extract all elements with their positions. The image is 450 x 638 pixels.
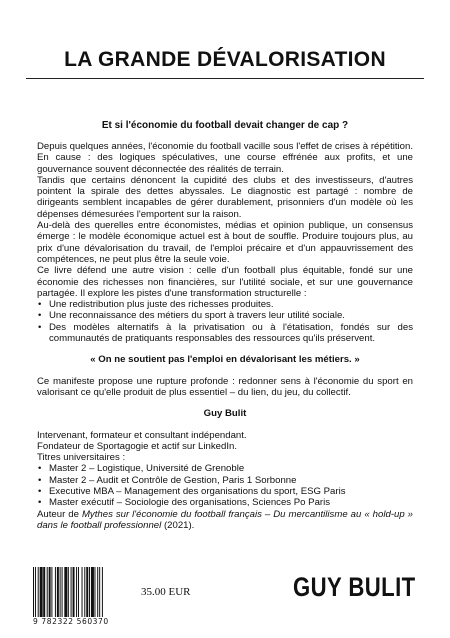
barcode-bar: [55, 567, 56, 617]
previous-work: [37, 509, 413, 532]
list-item: • Master 2 – Audit et Contrôle de Gestion, Paris 1 Sorbonne: [37, 475, 413, 486]
list-item: • Une redistribution plus juste des richesses produites.: [37, 299, 413, 310]
paragraph: Ce livre défend une autre vision : celle d'un football plus équitable, fondé sur une économie des richesses non financières, sur l'utilité sociale, et sur une gouvernance partagée. Il explore les pistes d'une transformation structurelle :: [37, 265, 413, 299]
list-item: • Des modèles alternatifs à la privatisation ou à l'étatisation, fondés sur des communautés de pratiquants responsables des ressources qu'ils préservent.: [37, 322, 413, 345]
author-logo: GUY BULIT: [293, 572, 416, 602]
degrees-list: [37, 463, 413, 508]
paragraph: Au-delà des querelles entre économistes, médias et opinion publique, un consensus émerge : le modèle économique actuel est à bout de souffle. Produire toujours plus, au prix d'une dévalorisation du travail, de l'emploi précaire et d'un appauvrissement des compétences, ne peut plus être la seule voie.: [37, 220, 413, 265]
barcode-bar: [94, 567, 95, 617]
barcode-bar: [68, 567, 69, 617]
barcode-bar: [60, 567, 61, 617]
bio-line: Fondateur de Sportagogie et actif sur LinkedIn.: [37, 440, 237, 452]
list-item: • Master 2 – Logistique, Université de Grenoble: [37, 463, 413, 474]
barcode-bar: [82, 567, 83, 617]
barcode-bar: [47, 567, 48, 617]
bio-line: Titres universitaires :: [37, 452, 126, 464]
author-heading: Guy Bulit: [203, 408, 247, 420]
barcode-bar: [49, 567, 51, 617]
price: 35.00 EUR: [141, 586, 191, 598]
spacer: [37, 420, 413, 430]
barcode: [33, 567, 113, 617]
barcode-bar: [33, 567, 34, 617]
barcode-bar: [71, 567, 72, 617]
barcode-bar: [40, 567, 43, 617]
spacer: [37, 398, 413, 408]
spacer: [37, 366, 413, 376]
pull-quote: « On ne soutient pas l'emploi en dévalorisant les métiers. »: [90, 354, 360, 366]
barcode-bar: [86, 567, 88, 617]
barcode-bar: [99, 567, 100, 617]
barcode-bar: [38, 567, 39, 617]
barcode-bar: [76, 567, 77, 617]
previous-work-suffix: (2021).: [161, 519, 195, 531]
barcode-bar: [91, 567, 94, 617]
barcode-bar: [64, 567, 67, 617]
previous-work-prefix: Auteur de: [37, 508, 82, 520]
previous-work-title: Mythes sur l'économie du football français – Du mercantilisme au « hold-up » dans le football professionnel: [37, 508, 413, 531]
lead-question: Et si l'économie du football devait changer de cap ?: [101, 120, 349, 131]
barcode-bar: [84, 567, 85, 617]
barcode-bar: [97, 567, 98, 617]
back-cover-text: [37, 141, 413, 531]
barcode-bar: [62, 567, 63, 617]
barcode-graphic: [33, 567, 113, 617]
paragraph: Depuis quelques années, l'économie du football vacille sous l'effet de crises à répétition. En cause : des logiques spéculatives, une course effrénée aux profits, et une gouvernance souvent déconnectée des réalités de terrain.: [37, 141, 413, 175]
book-title: LA GRANDE DÉVALORISATION: [64, 48, 386, 71]
list-item: • Une reconnaissance des métiers du sport à travers leur utilité sociale.: [37, 310, 413, 321]
barcode-bar: [89, 567, 90, 617]
spacer: [37, 344, 413, 354]
bio-line: Intervenant, formateur et consultant indépendant.: [37, 429, 247, 441]
barcode-bar: [43, 567, 45, 617]
title-rule: [26, 78, 424, 79]
barcode-bar: [78, 567, 79, 617]
barcode-bar: [57, 567, 59, 617]
paragraph: Tandis que certains dénoncent la cupidité des clubs et des investisseurs, d'autres pointent la spirale des dettes abyssales. Le diagnostic est partagé : nombre de dirigeants semblent incapables de gérer durablement, prisonniers d'un modèle où les dépenses démesurées l'emportent sur la raison.: [37, 174, 413, 220]
barcode-bar: [102, 567, 103, 617]
barcode-bar: [35, 567, 36, 617]
pistes-list: [37, 299, 413, 344]
manifesto-paragraph: Ce manifeste propose une rupture profonde : redonner sens à l'économie du sport en valorisant ce qu'elle produit de plus essentiel – du lien, du jeu, du collectif.: [37, 375, 413, 398]
isbn-number: 9 782322 560370: [33, 617, 109, 626]
list-item: • Master exécutif – Sociologie des organisations, Sciences Po Paris: [37, 497, 413, 508]
barcode-bar: [51, 567, 52, 617]
list-item: • Executive MBA – Management des organisations du sport, ESG Paris: [37, 486, 413, 497]
barcode-bar: [73, 567, 75, 617]
